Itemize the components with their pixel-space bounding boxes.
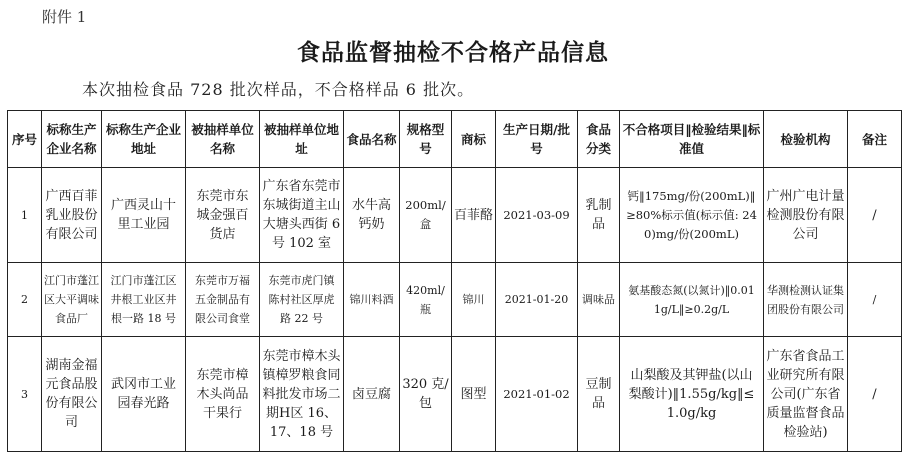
cell-lab: 华测检测认证集团股份有限公司 (764, 263, 848, 337)
cell-note: / (848, 337, 902, 452)
cell-failed-item: 钙‖175mg/份(200mL)‖≥80%标示值(标示值: 240)mg/份(200mL) (620, 168, 764, 263)
cell-category: 调味品 (578, 263, 620, 337)
cell-note: / (848, 263, 902, 337)
table-row (8, 263, 902, 337)
header-sampled-address: 被抽样单位地址 (260, 111, 344, 168)
header-seq: 序号 (8, 111, 42, 168)
cell-producer-address: 武冈市工业园春光路 (102, 337, 186, 452)
failed-products-table (7, 110, 902, 452)
cell-seq: 1 (8, 168, 42, 263)
cell-lab: 广东省食品工业研究所有限公司(广东省质量监督食品检验站) (764, 337, 848, 452)
cell-sampled-unit: 东莞市东城金强百货店 (186, 168, 260, 263)
header-sampled-unit: 被抽样单位名称 (186, 111, 260, 168)
header-food-name: 食品名称 (344, 111, 400, 168)
cell-producer-address: 江门市蓬江区井根工业区井根一路 18 号 (102, 263, 186, 337)
cell-failed-item: 氨基酸态氮(以氮计)‖0.011g/L‖≥0.2g/L (620, 263, 764, 337)
header-producer-address: 标称生产企业地址 (102, 111, 186, 168)
cell-brand: 锦川 (452, 263, 496, 337)
page-title: 食品监督抽检不合格产品信息 (297, 40, 609, 66)
table-row (8, 168, 902, 263)
cell-category: 豆制品 (578, 337, 620, 452)
cell-failed-item: 山梨酸及其钾盐(以山梨酸计)‖1.55g/kg‖≤1.0g/kg (620, 337, 764, 452)
header-lab: 检验机构 (764, 111, 848, 168)
cell-date: 2021-01-20 (496, 263, 578, 337)
header-brand: 商标 (452, 111, 496, 168)
header-category: 食品分类 (578, 111, 620, 168)
header-spec: 规格型号 (400, 111, 452, 168)
cell-brand: 百菲酪 (452, 168, 496, 263)
cell-sampled-unit: 东莞市樟木头尚品干果行 (186, 337, 260, 452)
cell-date: 2021-01-02 (496, 337, 578, 452)
table-header-row (8, 111, 902, 168)
cell-spec: 200ml/盒 (400, 168, 452, 263)
cell-lab: 广州广电计量检测股份有限公司 (764, 168, 848, 263)
header-date: 生产日期/批号 (496, 111, 578, 168)
cell-note: / (848, 168, 902, 263)
cell-seq: 3 (8, 337, 42, 452)
cell-food-name: 锦川料酒 (344, 263, 400, 337)
cell-producer: 湖南金福元食品股份有限公司 (42, 337, 102, 452)
cell-sampled-address: 东莞市虎门镇陈村社区厚虎路 22 号 (260, 263, 344, 337)
summary-text: 本次抽检食品 728 批次样品，不合格样品 6 批次。 (82, 80, 475, 99)
cell-spec: 420ml/瓶 (400, 263, 452, 337)
cell-producer: 江门市蓬江区大平调味食品厂 (42, 263, 102, 337)
cell-food-name: 水牛高钙奶 (344, 168, 400, 263)
cell-sampled-address: 广东省东莞市东城街道主山大塘头西街 6 号 102 室 (260, 168, 344, 263)
cell-producer-address: 广西灵山十里工业园 (102, 168, 186, 263)
table-row (8, 337, 902, 452)
header-failed-item: 不合格项目‖检验结果‖标准值 (620, 111, 764, 168)
header-note: 备注 (848, 111, 902, 168)
cell-spec: 320 克/包 (400, 337, 452, 452)
cell-sampled-address: 东莞市樟木头镇樟罗粮食同料批发市场二期H区 16、17、18 号 (260, 337, 344, 452)
cell-food-name: 卤豆腐 (344, 337, 400, 452)
attachment-label: 附件 1 (42, 8, 87, 26)
cell-sampled-unit: 东莞市万福五金制品有限公司食堂 (186, 263, 260, 337)
cell-category: 乳制品 (578, 168, 620, 263)
cell-producer: 广西百菲乳业股份有限公司 (42, 168, 102, 263)
cell-date: 2021-03-09 (496, 168, 578, 263)
cell-brand: 图型 (452, 337, 496, 452)
cell-seq: 2 (8, 263, 42, 337)
header-producer: 标称生产企业名称 (42, 111, 102, 168)
